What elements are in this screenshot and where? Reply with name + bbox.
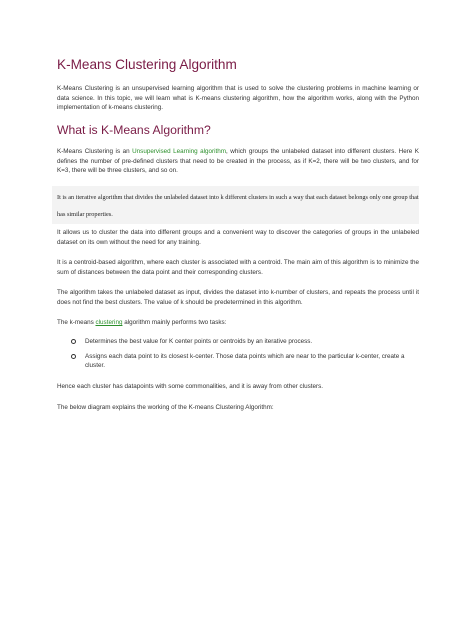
tasks-intro-paragraph bbox=[57, 318, 419, 328]
paragraph-centroid: It is a centroid-based algorithm, where each cluster is associated with a centroid. The main aim of this algorithm is to minimize the sum of distances between the data point and their corresponding clusters. bbox=[57, 259, 419, 276]
list-item bbox=[57, 352, 419, 371]
tasks-intro-prefix: The k-means bbox=[57, 319, 96, 326]
list-item bbox=[57, 337, 419, 347]
definition-suffix: , which groups the unlabeled dataset into different clusters. Here K defines the number of pre-defined clusters that need to be created in the process, as if K=2, there will be two clusters, and for K=3, there will be three clusters, and so on. bbox=[57, 148, 419, 175]
task-text: Determines the best value for K center points or centroids by an iterative process. bbox=[85, 338, 313, 345]
unsupervised-learning-link[interactable]: Unsupervised Learning algorithm bbox=[132, 148, 227, 155]
clustering-link[interactable]: clustering bbox=[95, 319, 123, 326]
tasks-list bbox=[57, 337, 419, 376]
definition-prefix: K-Means Clustering is an bbox=[57, 148, 133, 155]
paragraph-process: The algorithm takes the unlabeled dataset as input, divides the dataset into k-number of clusters, and repeats the process until it does not find the best clusters. The value of k should be predetermined in this algorithm. bbox=[57, 289, 419, 306]
intro-paragraph: K-Means Clustering is an unsupervised learning algorithm that is used to solve the clustering problems in machine learning or data science. In this topic, we will learn what is K-means clustering algorithm, how the algorithm works, along with the Python implementation of k-means clustering. bbox=[57, 85, 419, 112]
definition-paragraph bbox=[57, 147, 419, 176]
task-text: Assigns each data point to its closest k-center. Those data points which are near to the particular k-center, create a cluster. bbox=[85, 352, 405, 370]
tasks-intro-suffix: algorithm mainly performs two tasks: bbox=[122, 319, 227, 326]
section-heading: What is K-Means Algorithm? bbox=[57, 123, 211, 137]
circle-bullet-icon bbox=[71, 354, 76, 359]
paragraph-diagram-intro: The below diagram explains the working of the K-means Clustering Algorithm: bbox=[57, 404, 274, 411]
highlight-note-text: It is an iterative algorithm that divides the unlabeled dataset into k different clusters in such a way that each dataset belongs only one group that has similar properties. bbox=[57, 194, 419, 218]
paragraph-commonalities: Hence each cluster has datapoints with some commonalities, and it is away from other clusters. bbox=[57, 383, 323, 390]
circle-bullet-icon bbox=[71, 339, 76, 344]
page-title: K-Means Clustering Algorithm bbox=[57, 57, 237, 72]
paragraph-grouping: It allows us to cluster the data into different groups and a convenient way to discover the categories of groups in the unlabeled dataset on its own without the need for any training. bbox=[57, 229, 419, 246]
